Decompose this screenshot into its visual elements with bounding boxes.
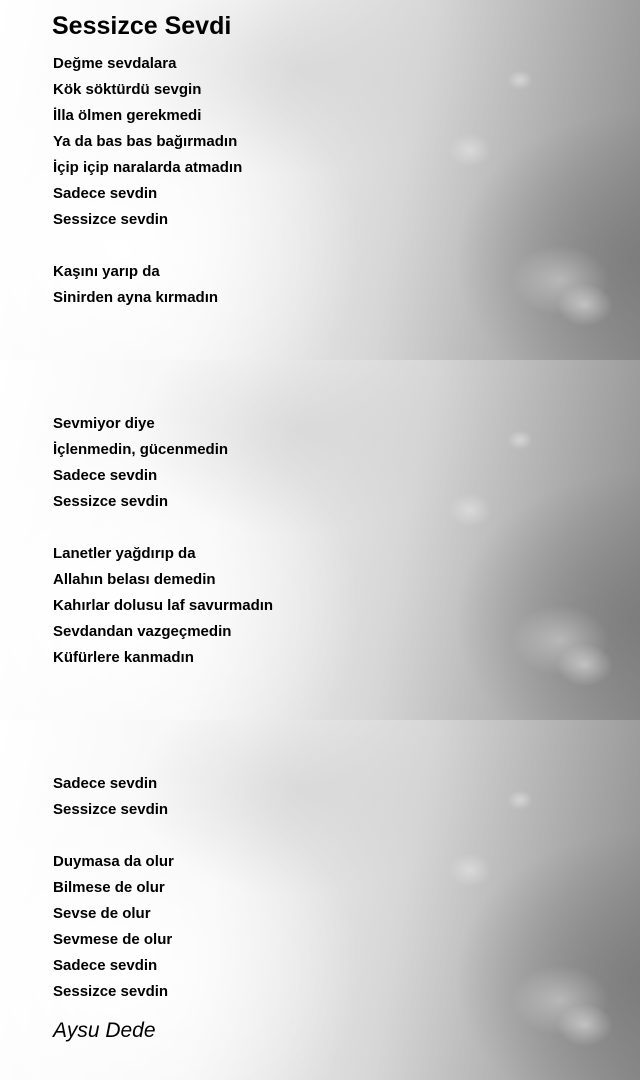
poem-line: Sevdandan vazgeçmedin: [53, 623, 232, 640]
poem-line: Sevmiyor diye: [53, 415, 155, 432]
poem-line: Kaşını yarıp da: [53, 263, 160, 280]
poem-line: İçlenmedin, gücenmedin: [53, 441, 229, 458]
stanza-1: [53, 51, 242, 233]
poem-line: Değme sevdalara: [53, 55, 177, 72]
poem-line: Sessizce sevdin: [53, 211, 169, 228]
poem-line: Ya da bas bas bağırmadın: [53, 133, 238, 150]
poem-title: Sessizce Sevdi: [52, 12, 232, 40]
poem-line: Sessizce sevdin: [53, 801, 169, 818]
poem-line: Lanetler yağdırıp da: [53, 545, 196, 562]
poem-line: Sevse de olur: [53, 905, 151, 922]
stanza-6: [53, 849, 174, 1005]
poem-author: Aysu Dede: [53, 1019, 156, 1042]
poem-line: Bilmese de olur: [53, 879, 165, 896]
poem-line: Kahırlar dolusu laf savurmadın: [53, 597, 274, 614]
poem-line: Sessizce sevdin: [53, 493, 169, 510]
poem-line: İçip içip naralarda atmadın: [53, 159, 243, 176]
poem-panel-2: [0, 360, 640, 720]
poem-panel-3: [0, 720, 640, 1080]
poem-line: Sessizce sevdin: [53, 983, 169, 1000]
poem-panel-1: [0, 0, 640, 360]
poem-line: Duymasa da olur: [53, 853, 174, 870]
stanza-2: [53, 259, 218, 311]
poem-line: Sevmese de olur: [53, 931, 173, 948]
poem-line: Sadece sevdin: [53, 185, 158, 202]
poem-line: Sinirden ayna kırmadın: [53, 289, 219, 306]
poem-line: Sadece sevdin: [53, 957, 158, 974]
stanza-3: [53, 411, 228, 515]
stanza-5: [53, 771, 168, 823]
poem-line: Allahın belası demedin: [53, 571, 216, 588]
stanza-4: [53, 541, 273, 671]
poem-line: Sadece sevdin: [53, 775, 158, 792]
poem-line: Küfürlere kanmadın: [53, 649, 194, 666]
poem-line: Sadece sevdin: [53, 467, 158, 484]
poem-line: Kök söktürdü sevgin: [53, 81, 202, 98]
poem-line: İlla ölmen gerekmedi: [53, 107, 202, 124]
